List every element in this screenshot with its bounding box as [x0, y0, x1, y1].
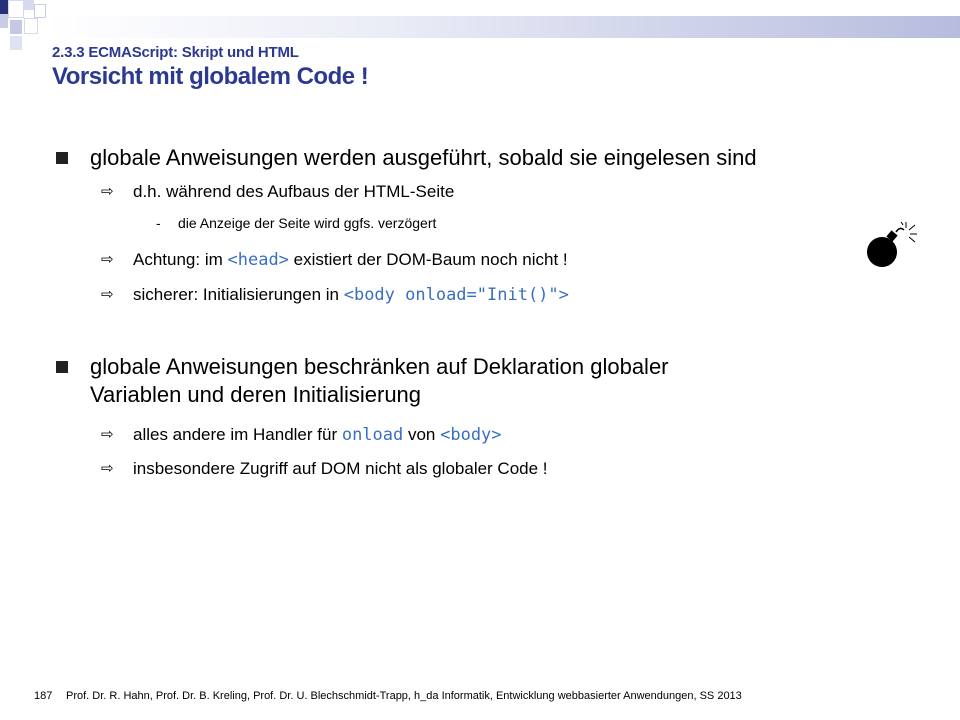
square-bullet-icon	[56, 152, 68, 164]
header-gradient-bar	[46, 16, 960, 38]
header-decoration-square	[10, 36, 22, 50]
header-decoration-square	[34, 4, 46, 18]
bomb-icon	[862, 222, 922, 272]
hollow-arrow-icon: ⇨	[101, 426, 114, 443]
detail-item	[156, 214, 437, 232]
sub-item-text: insbesondere Zugriff auf DOM nicht als globaler Code !	[133, 459, 548, 478]
bullet-text: globale Anweisungen werden ausgeführt, sobald sie eingelesen sind	[90, 145, 757, 170]
bullet-text: Variablen und deren Initialisierung	[90, 382, 422, 407]
header-decoration-square	[8, 0, 24, 18]
hollow-arrow-icon: ⇨	[101, 183, 114, 200]
code-snippet: <body onload="Init()">	[343, 285, 569, 305]
sub-item	[101, 181, 893, 203]
sub-item	[101, 284, 893, 306]
sub-item-text: von	[403, 425, 441, 444]
header-decoration-square	[0, 0, 8, 14]
header-decoration-square	[10, 20, 22, 34]
sub-item	[101, 424, 893, 446]
page-number: 187	[34, 690, 53, 702]
hollow-arrow-icon: ⇨	[101, 251, 114, 268]
header-decoration-square	[24, 18, 38, 34]
bullet-item	[90, 144, 890, 172]
dash-bullet-icon: -	[156, 215, 161, 231]
sub-item-text: alles andere im Handler für	[133, 425, 342, 444]
sub-item-text: sicherer: Initialisierungen in	[133, 285, 344, 304]
sub-item	[101, 458, 893, 480]
square-bullet-icon	[56, 361, 68, 373]
sub-item	[101, 249, 893, 271]
sub-item-text: Achtung: im	[133, 250, 228, 269]
header-decoration-square	[0, 14, 8, 28]
section-label: 2.3.3 ECMAScript: Skript und HTML	[52, 44, 299, 61]
code-snippet: onload	[341, 425, 404, 445]
hollow-arrow-icon: ⇨	[101, 460, 114, 477]
header-decoration-square	[24, 0, 34, 10]
sub-item-text: existiert der DOM-Baum noch nicht !	[288, 250, 568, 269]
code-snippet: <body>	[440, 425, 502, 445]
footer-credits: Prof. Dr. R. Hahn, Prof. Dr. B. Kreling, Prof. Dr. U. Blechschmidt-Trapp, h_da Informatik, Entwicklung webbasierter Anwendungen, SS 2013	[66, 690, 742, 702]
bullet-item	[90, 353, 890, 409]
slide-title: Vorsicht mit globalem Code !	[52, 63, 369, 90]
sub-item-text: d.h. während des Aufbaus der HTML-Seite	[133, 182, 455, 201]
code-snippet: <head>	[227, 250, 289, 270]
hollow-arrow-icon: ⇨	[101, 286, 114, 303]
detail-item-text: die Anzeige der Seite wird ggfs. verzögert	[178, 215, 437, 231]
bullet-text: globale Anweisungen beschränken auf Deklaration globaler	[90, 354, 669, 379]
